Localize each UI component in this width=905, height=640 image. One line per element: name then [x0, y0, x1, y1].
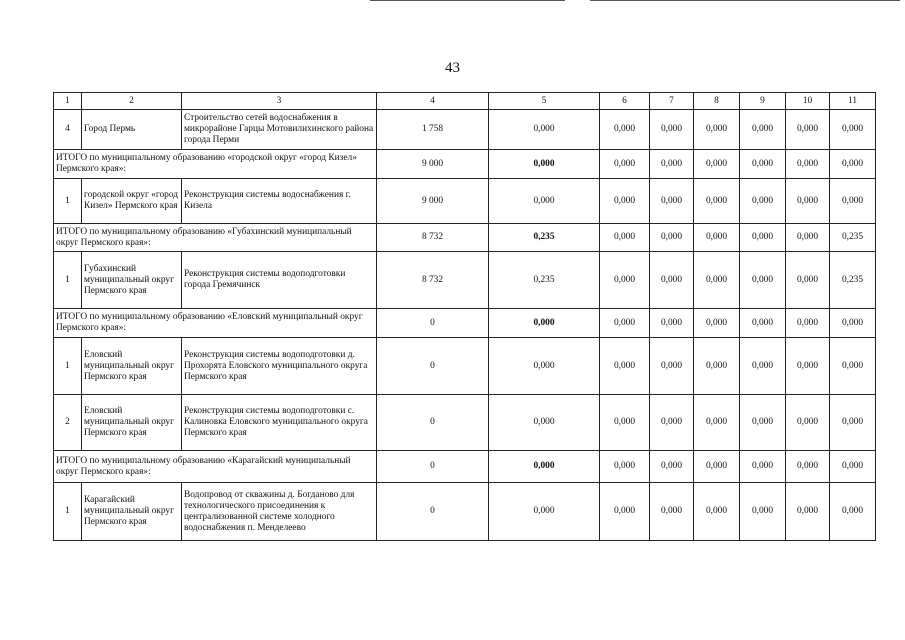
total-row [54, 451, 876, 483]
value-cell: 0,235 [489, 224, 600, 252]
value-cell: 0,000 [786, 338, 830, 395]
top-border-line-left [370, 0, 565, 1]
value-cell: 0,000 [650, 224, 694, 252]
header-cell: 3 [182, 93, 377, 110]
row-number: 2 [54, 395, 82, 451]
municipality-cell: Еловский муниципальный округ Пермского края [82, 338, 182, 395]
total-row [54, 150, 876, 179]
value-cell: 0,000 [740, 110, 786, 150]
value-cell: 0,000 [600, 252, 650, 309]
value-cell: 0 [377, 451, 489, 483]
top-border-line-right [590, 0, 900, 1]
header-cell: 10 [786, 93, 830, 110]
value-cell: 0,000 [600, 179, 650, 224]
value-cell: 0,000 [830, 110, 876, 150]
value-cell: 0,000 [740, 338, 786, 395]
header-cell: 4 [377, 93, 489, 110]
value-cell: 0,000 [740, 252, 786, 309]
table-row [54, 483, 876, 541]
value-cell: 0,000 [786, 224, 830, 252]
value-cell: 0,235 [489, 252, 600, 309]
value-cell: 1 758 [377, 110, 489, 150]
value-cell: 0,000 [650, 483, 694, 541]
municipality-cell: Губахинский муниципальный округ Пермского края [82, 252, 182, 309]
value-cell: 0,000 [489, 110, 600, 150]
value-cell: 0,000 [600, 395, 650, 451]
page-number: 43 [445, 60, 460, 76]
value-cell: 9 000 [377, 179, 489, 224]
value-cell: 0,000 [650, 395, 694, 451]
header-cell: 11 [830, 93, 876, 110]
value-cell: 0,000 [740, 150, 786, 179]
table-row [54, 395, 876, 451]
value-cell: 0,000 [830, 395, 876, 451]
value-cell: 0,000 [694, 309, 740, 338]
value-cell: 0,000 [830, 309, 876, 338]
value-cell: 0,000 [600, 150, 650, 179]
value-cell: 0,000 [786, 110, 830, 150]
value-cell: 0,000 [489, 309, 600, 338]
table-row [54, 338, 876, 395]
value-cell: 8 732 [377, 224, 489, 252]
value-cell: 0,000 [650, 110, 694, 150]
table-row [54, 179, 876, 224]
row-number: 1 [54, 483, 82, 541]
total-label: ИТОГО по муниципальному образованию «Губахинский муниципальный округ Пермского края»: [54, 224, 377, 252]
value-cell: 0,000 [600, 483, 650, 541]
header-cell: 7 [650, 93, 694, 110]
header-cell: 6 [600, 93, 650, 110]
row-number: 1 [54, 252, 82, 309]
value-cell: 0,000 [489, 395, 600, 451]
object-cell: Реконструкция системы водоподготовки города Гремячинск [182, 252, 377, 309]
row-number: 1 [54, 338, 82, 395]
value-cell: 0,000 [786, 179, 830, 224]
value-cell: 0,000 [489, 451, 600, 483]
header-cell: 5 [489, 93, 600, 110]
table-row [54, 252, 876, 309]
value-cell: 0,235 [830, 252, 876, 309]
value-cell: 0,000 [830, 179, 876, 224]
value-cell: 0,000 [786, 150, 830, 179]
value-cell: 0,000 [489, 338, 600, 395]
value-cell: 0,000 [600, 451, 650, 483]
row-number: 4 [54, 110, 82, 150]
value-cell: 0,000 [650, 309, 694, 338]
value-cell: 0,000 [694, 110, 740, 150]
value-cell: 0 [377, 338, 489, 395]
value-cell: 0 [377, 309, 489, 338]
value-cell: 0,000 [830, 150, 876, 179]
value-cell: 0,000 [830, 451, 876, 483]
value-cell: 0,000 [830, 338, 876, 395]
row-number: 1 [54, 179, 82, 224]
value-cell: 0,000 [694, 224, 740, 252]
header-cell: 8 [694, 93, 740, 110]
value-cell: 0,000 [740, 179, 786, 224]
municipality-cell: Город Пермь [82, 110, 182, 150]
header-cell: 9 [740, 93, 786, 110]
value-cell: 0 [377, 395, 489, 451]
value-cell: 0,000 [694, 483, 740, 541]
value-cell: 0,000 [650, 150, 694, 179]
value-cell: 0,000 [694, 338, 740, 395]
value-cell: 0,000 [786, 309, 830, 338]
municipality-cell: Еловский муниципальный округ Пермского края [82, 395, 182, 451]
value-cell: 0,000 [694, 150, 740, 179]
value-cell: 0,000 [740, 483, 786, 541]
total-label: ИТОГО по муниципальному образованию «городской округ «город Кизел» Пермского края»: [54, 150, 377, 179]
value-cell: 0,000 [650, 338, 694, 395]
municipality-cell: Карагайский муниципальный округ Пермского края [82, 483, 182, 541]
object-cell: Реконструкция системы водоподготовки д. Прохорята Еловского муниципального округа Пермского края [182, 338, 377, 395]
value-cell: 0,000 [694, 179, 740, 224]
value-cell: 0,000 [694, 252, 740, 309]
value-cell: 0,000 [650, 451, 694, 483]
value-cell: 0,000 [740, 451, 786, 483]
value-cell: 0,000 [600, 338, 650, 395]
value-cell: 8 732 [377, 252, 489, 309]
value-cell: 0,000 [786, 252, 830, 309]
value-cell: 0,000 [740, 309, 786, 338]
value-cell: 0,000 [830, 483, 876, 541]
value-cell: 0,000 [600, 110, 650, 150]
value-cell: 0,000 [740, 224, 786, 252]
object-cell: Строительство сетей водоснабжения в микрорайоне Гарцы Мотовилихинского района города Перми [182, 110, 377, 150]
table-row [54, 110, 876, 150]
value-cell: 0,000 [786, 451, 830, 483]
investment-table [53, 92, 876, 541]
value-cell: 0,000 [650, 252, 694, 309]
header-cell: 2 [82, 93, 182, 110]
municipality-cell: городской округ «город Кизел» Пермского края [82, 179, 182, 224]
value-cell: 0,000 [489, 483, 600, 541]
total-label: ИТОГО по муниципальному образованию «Карагайский муниципальный округ Пермского края»: [54, 451, 377, 483]
table-header-row [54, 93, 876, 110]
object-cell: Реконструкция системы водоподготовки с. Калиновка Еловского муниципального округа Пермского края [182, 395, 377, 451]
value-cell: 0,000 [489, 179, 600, 224]
total-label: ИТОГО по муниципальному образованию «Еловский муниципальный округ Пермского края»: [54, 309, 377, 338]
value-cell: 0,000 [600, 309, 650, 338]
value-cell: 0,000 [786, 483, 830, 541]
value-cell: 9 000 [377, 150, 489, 179]
value-cell: 0,000 [650, 179, 694, 224]
value-cell: 0,000 [694, 451, 740, 483]
value-cell: 0 [377, 483, 489, 541]
header-cell: 1 [54, 93, 82, 110]
object-cell: Водопровод от скважины д. Богданово для технологического присоединения к централизованной системе холодного водоснабжения п. Менделеево [182, 483, 377, 541]
object-cell: Реконструкция системы водоснабжения г. Кизела [182, 179, 377, 224]
value-cell: 0,000 [740, 395, 786, 451]
value-cell: 0,000 [489, 150, 600, 179]
total-row [54, 309, 876, 338]
value-cell: 0,000 [694, 395, 740, 451]
value-cell: 0,235 [830, 224, 876, 252]
total-row [54, 224, 876, 252]
value-cell: 0,000 [600, 224, 650, 252]
value-cell: 0,000 [786, 395, 830, 451]
